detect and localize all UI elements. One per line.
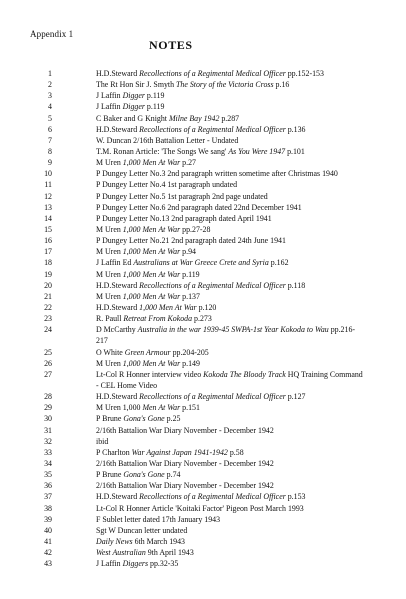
citation-text: p.151 bbox=[180, 403, 200, 413]
citation-text: Sgt W Duncan letter undated bbox=[96, 525, 188, 535]
note-citation bbox=[96, 213, 364, 224]
citation-text: H.D.Steward bbox=[96, 124, 140, 134]
note-item bbox=[0, 369, 406, 391]
citation-text: C Baker and G Knight bbox=[96, 113, 169, 123]
citation-text: p.16 bbox=[273, 80, 290, 90]
citation-title: As You Were 1947 bbox=[228, 146, 286, 156]
citation-text: H.D.Steward bbox=[96, 392, 140, 402]
citation-title: Recollections of a Regimental Medical Officer bbox=[139, 124, 286, 134]
note-citation bbox=[96, 347, 364, 358]
citation-text: 2/16th Battalion War Diary November - December 1942 bbox=[96, 458, 274, 468]
citation-title: Gona's Gone bbox=[123, 470, 165, 480]
citation-title: 1,000 Men At War bbox=[122, 291, 181, 301]
citation-title: 1,000 Men At War bbox=[122, 158, 181, 168]
note-number: 36 bbox=[44, 481, 52, 491]
note-number: 13 bbox=[44, 202, 52, 212]
note-item bbox=[0, 413, 406, 424]
citation-title: Digger bbox=[122, 91, 145, 101]
note-citation bbox=[96, 458, 364, 469]
note-number: 39 bbox=[44, 514, 52, 524]
citation-text: J Laffin Ed bbox=[96, 258, 134, 268]
note-number: 42 bbox=[44, 548, 52, 558]
note-item bbox=[0, 547, 406, 558]
note-item bbox=[0, 202, 406, 213]
note-citation bbox=[96, 413, 364, 424]
citation-text: M Uren 1,000 bbox=[96, 403, 143, 413]
note-item bbox=[0, 491, 406, 502]
note-number: 34 bbox=[44, 458, 52, 468]
note-item bbox=[0, 313, 406, 324]
citation-text: 9th April 1943 bbox=[145, 548, 194, 558]
citation-text: The Rt Hon Sir J. Smyth bbox=[96, 80, 177, 90]
citation-text: D McCarthy bbox=[96, 325, 138, 335]
note-item bbox=[0, 447, 406, 458]
citation-text: pp.27-28 bbox=[180, 224, 211, 234]
note-item bbox=[0, 124, 406, 135]
note-number: 37 bbox=[44, 492, 52, 502]
citation-title: Daily News bbox=[96, 536, 133, 546]
note-number: 17 bbox=[44, 247, 52, 257]
note-number: 24 bbox=[44, 325, 52, 335]
note-citation bbox=[96, 302, 364, 313]
citation-text: p.287 bbox=[219, 113, 240, 123]
citation-text: p.153 bbox=[285, 492, 306, 502]
note-item bbox=[0, 179, 406, 190]
note-number: 4 bbox=[48, 102, 52, 112]
note-item bbox=[0, 469, 406, 480]
note-item bbox=[0, 168, 406, 179]
note-citation bbox=[96, 280, 364, 291]
note-citation bbox=[96, 157, 364, 168]
citation-title: The Story of the Victoria Cross bbox=[176, 80, 274, 90]
note-item bbox=[0, 391, 406, 402]
note-item bbox=[0, 224, 406, 235]
note-citation bbox=[96, 135, 364, 146]
note-number: 20 bbox=[44, 280, 52, 290]
note-item bbox=[0, 324, 406, 346]
note-citation bbox=[96, 168, 364, 179]
citation-text: J Laffin bbox=[96, 559, 123, 569]
citation-text: Lt-Col R Honner Article 'Koitaki Factor' Pigeon Post March 1993 bbox=[96, 503, 304, 513]
citation-title: 1,000 Men At War bbox=[122, 247, 181, 257]
citation-title: Retreat From Kokoda bbox=[123, 314, 193, 324]
citation-text: p.119 bbox=[144, 102, 165, 112]
citation-text: HQ Training Command - CEL Home Video bbox=[96, 369, 363, 390]
note-citation bbox=[96, 269, 364, 280]
note-item bbox=[0, 90, 406, 101]
note-number: 2 bbox=[48, 80, 52, 90]
citation-text: p.101 bbox=[285, 146, 305, 156]
citation-title: Recollections of a Regimental Medical Officer bbox=[139, 392, 286, 402]
note-citation bbox=[96, 402, 364, 413]
citation-text: P Dungey Letter No.5 1st paragraph 2nd page undated bbox=[96, 191, 268, 201]
citation-text: P Dungey Letter No.6 2nd paragraph dated 22nd December 1941 bbox=[96, 202, 302, 212]
note-item bbox=[0, 269, 406, 280]
note-item bbox=[0, 525, 406, 536]
citation-text: P Dungey Letter No.4 1st paragraph undated bbox=[96, 180, 238, 190]
citation-text: M Uren bbox=[96, 269, 123, 279]
citation-text: p.94 bbox=[180, 247, 196, 257]
note-item bbox=[0, 246, 406, 257]
note-item bbox=[0, 358, 406, 369]
citation-title: Milne Bay 1942 bbox=[168, 113, 220, 123]
citation-title: Kokoda The Bloody Track bbox=[203, 369, 286, 379]
citation-text: W. Duncan 2/16th Battalion Letter - Undated bbox=[96, 135, 239, 145]
citation-title: Gona's Gone bbox=[123, 414, 165, 424]
note-item bbox=[0, 302, 406, 313]
citation-text: M Uren bbox=[96, 247, 123, 257]
note-citation bbox=[96, 313, 364, 324]
note-item bbox=[0, 514, 406, 525]
citation-text: M Uren bbox=[96, 358, 123, 368]
citation-text: P Dungey Letter No.21 2nd paragraph dated 24th June 1941 bbox=[96, 236, 286, 246]
citation-text: p.136 bbox=[285, 124, 306, 134]
citation-text: R. Paull bbox=[96, 314, 124, 324]
citation-text: pp.32-35 bbox=[148, 559, 179, 569]
note-citation bbox=[96, 491, 364, 502]
note-number: 33 bbox=[44, 447, 52, 457]
note-item bbox=[0, 480, 406, 491]
citation-text: 2/16th Battalion War Diary November - December 1942 bbox=[96, 425, 274, 435]
note-item bbox=[0, 280, 406, 291]
note-number: 40 bbox=[44, 525, 52, 535]
citation-title: Australia in the war 1939-45 SWPA-1st Year Kokoda to Wau bbox=[137, 325, 329, 335]
note-item bbox=[0, 402, 406, 413]
citation-title: Diggers bbox=[122, 559, 149, 569]
citation-text: ibid bbox=[96, 436, 109, 446]
citation-text: H.D.Steward bbox=[96, 302, 140, 312]
note-citation bbox=[96, 436, 364, 447]
note-item bbox=[0, 213, 406, 224]
note-item bbox=[0, 113, 406, 124]
note-number: 7 bbox=[48, 135, 52, 145]
note-citation bbox=[96, 391, 364, 402]
citation-text: M Uren bbox=[96, 291, 123, 301]
citation-text: P Brune bbox=[96, 470, 124, 480]
note-number: 21 bbox=[44, 291, 52, 301]
citation-title: 1,000 Men At War bbox=[122, 224, 181, 234]
note-citation bbox=[96, 503, 364, 514]
note-citation bbox=[96, 358, 364, 369]
note-number: 19 bbox=[44, 269, 52, 279]
citation-title: West Australian bbox=[96, 548, 146, 558]
citation-title: 1,000 Men At War bbox=[122, 269, 181, 279]
note-number: 12 bbox=[44, 191, 52, 201]
citation-text: J Laffin bbox=[96, 91, 123, 101]
note-number: 26 bbox=[44, 358, 52, 368]
note-number: 3 bbox=[48, 91, 52, 101]
note-citation bbox=[96, 469, 364, 480]
note-citation bbox=[96, 480, 364, 491]
citation-title: War Against Japan 1941-1942 bbox=[131, 447, 228, 457]
note-item bbox=[0, 458, 406, 469]
note-item bbox=[0, 436, 406, 447]
note-citation bbox=[96, 291, 364, 302]
citation-text: M Uren bbox=[96, 158, 123, 168]
note-number: 14 bbox=[44, 213, 52, 223]
note-citation bbox=[96, 202, 364, 213]
note-citation bbox=[96, 191, 364, 202]
note-citation bbox=[96, 68, 364, 79]
note-number: 43 bbox=[44, 559, 52, 569]
note-item bbox=[0, 536, 406, 547]
note-number: 10 bbox=[44, 169, 52, 179]
citation-title: Australians at War Greece Crete and Syria bbox=[133, 258, 269, 268]
note-number: 9 bbox=[48, 158, 52, 168]
notes-list bbox=[0, 68, 406, 569]
citation-text: p.118 bbox=[285, 280, 306, 290]
note-number: 1 bbox=[48, 69, 52, 78]
note-citation bbox=[96, 425, 364, 436]
citation-text: p.27 bbox=[180, 158, 196, 168]
citation-text: pp.204-205 bbox=[170, 347, 209, 357]
citation-text: p.127 bbox=[285, 392, 306, 402]
note-item bbox=[0, 558, 406, 569]
citation-text: F Sublet letter dated 17th January 1943 bbox=[96, 514, 221, 524]
note-item bbox=[0, 257, 406, 268]
citation-title: 1,000 Men At War bbox=[122, 358, 181, 368]
note-citation bbox=[96, 558, 364, 569]
note-number: 22 bbox=[44, 302, 52, 312]
citation-text: Lt-Col R Honner interview video bbox=[96, 369, 204, 379]
note-citation bbox=[96, 324, 364, 346]
citation-text: pp.152-153 bbox=[285, 69, 324, 78]
note-number: 30 bbox=[44, 414, 52, 424]
note-citation bbox=[96, 514, 364, 525]
citation-text: p.74 bbox=[164, 470, 181, 480]
note-item bbox=[0, 291, 406, 302]
note-citation bbox=[96, 179, 364, 190]
appendix-label: Appendix 1 bbox=[30, 29, 74, 39]
citation-text: p.119 bbox=[180, 269, 200, 279]
note-citation bbox=[96, 547, 364, 558]
citation-text: P Brune bbox=[96, 414, 124, 424]
page-title: NOTES bbox=[149, 38, 193, 52]
note-citation bbox=[96, 447, 364, 458]
note-number: 25 bbox=[44, 347, 52, 357]
note-item bbox=[0, 425, 406, 436]
citation-text: H.D.Steward bbox=[96, 69, 140, 78]
citation-text: p.58 bbox=[227, 447, 244, 457]
note-citation bbox=[96, 146, 364, 157]
note-citation bbox=[96, 90, 364, 101]
note-number: 31 bbox=[44, 425, 52, 435]
note-number: 15 bbox=[44, 224, 52, 234]
citation-text: P Charlton bbox=[96, 447, 132, 457]
note-item bbox=[0, 135, 406, 146]
note-citation bbox=[96, 235, 364, 246]
note-citation bbox=[96, 246, 364, 257]
note-number: 6 bbox=[48, 124, 52, 134]
citation-text: M Uren bbox=[96, 224, 123, 234]
note-item bbox=[0, 503, 406, 514]
note-item bbox=[0, 157, 406, 168]
note-number: 29 bbox=[44, 403, 52, 413]
note-item bbox=[0, 347, 406, 358]
note-number: 32 bbox=[44, 436, 52, 446]
note-number: 35 bbox=[44, 470, 52, 480]
citation-title: Recollections of a Regimental Medical Officer bbox=[139, 69, 286, 78]
note-citation bbox=[96, 113, 364, 124]
citation-text: T.M. Ronan Article: 'The Songs We sang' bbox=[96, 146, 229, 156]
citation-text: 2/16th Battalion War Diary November - December 1942 bbox=[96, 481, 274, 491]
note-number: 27 bbox=[44, 369, 52, 379]
note-number: 23 bbox=[44, 314, 52, 324]
note-citation bbox=[96, 369, 364, 391]
note-citation bbox=[96, 101, 364, 112]
note-citation bbox=[96, 257, 364, 268]
citation-title: Digger bbox=[122, 102, 145, 112]
note-number: 5 bbox=[48, 113, 52, 123]
citation-text: J Laffin bbox=[96, 102, 123, 112]
citation-text: P Dungey Letter No.13 2nd paragraph dated April 1941 bbox=[96, 213, 272, 223]
note-number: 38 bbox=[44, 503, 52, 513]
citation-title: Men At War bbox=[142, 403, 181, 413]
citation-title: 1,000 Men At War bbox=[139, 302, 197, 312]
note-item bbox=[0, 101, 406, 112]
note-citation bbox=[96, 124, 364, 135]
note-number: 16 bbox=[44, 236, 52, 246]
note-number: 18 bbox=[44, 258, 52, 268]
citation-text: p.25 bbox=[164, 414, 181, 424]
note-citation bbox=[96, 525, 364, 536]
note-citation bbox=[96, 224, 364, 235]
citation-text: H.D.Steward bbox=[96, 492, 140, 502]
note-item bbox=[0, 68, 406, 79]
citation-text: pp.216-217 bbox=[96, 325, 356, 346]
citation-text: O White bbox=[96, 347, 125, 357]
note-item bbox=[0, 235, 406, 246]
note-item bbox=[0, 191, 406, 202]
note-number: 11 bbox=[44, 180, 52, 190]
citation-text: p.162 bbox=[268, 258, 289, 268]
note-citation bbox=[96, 79, 364, 90]
note-number: 41 bbox=[44, 536, 52, 546]
citation-text: p.137 bbox=[180, 291, 200, 301]
citation-text: p.273 bbox=[192, 314, 212, 324]
citation-title: Green Armour bbox=[124, 347, 171, 357]
citation-text: H.D.Steward bbox=[96, 280, 140, 290]
citation-text: P Dungey Letter No.3 2nd paragraph written sometime after Christmas 1940 bbox=[96, 169, 338, 179]
citation-text: p.119 bbox=[144, 91, 165, 101]
note-citation bbox=[96, 536, 364, 547]
note-number: 8 bbox=[48, 146, 52, 156]
citation-text: p.120 bbox=[196, 302, 217, 312]
citation-title: Recollections of a Regimental Medical Officer bbox=[139, 280, 286, 290]
note-item bbox=[0, 79, 406, 90]
note-item bbox=[0, 146, 406, 157]
note-number: 28 bbox=[44, 392, 52, 402]
citation-title: Recollections of a Regimental Medical Officer bbox=[139, 492, 286, 502]
citation-text: 6th March 1943 bbox=[132, 536, 185, 546]
citation-text: p.149 bbox=[180, 358, 200, 368]
